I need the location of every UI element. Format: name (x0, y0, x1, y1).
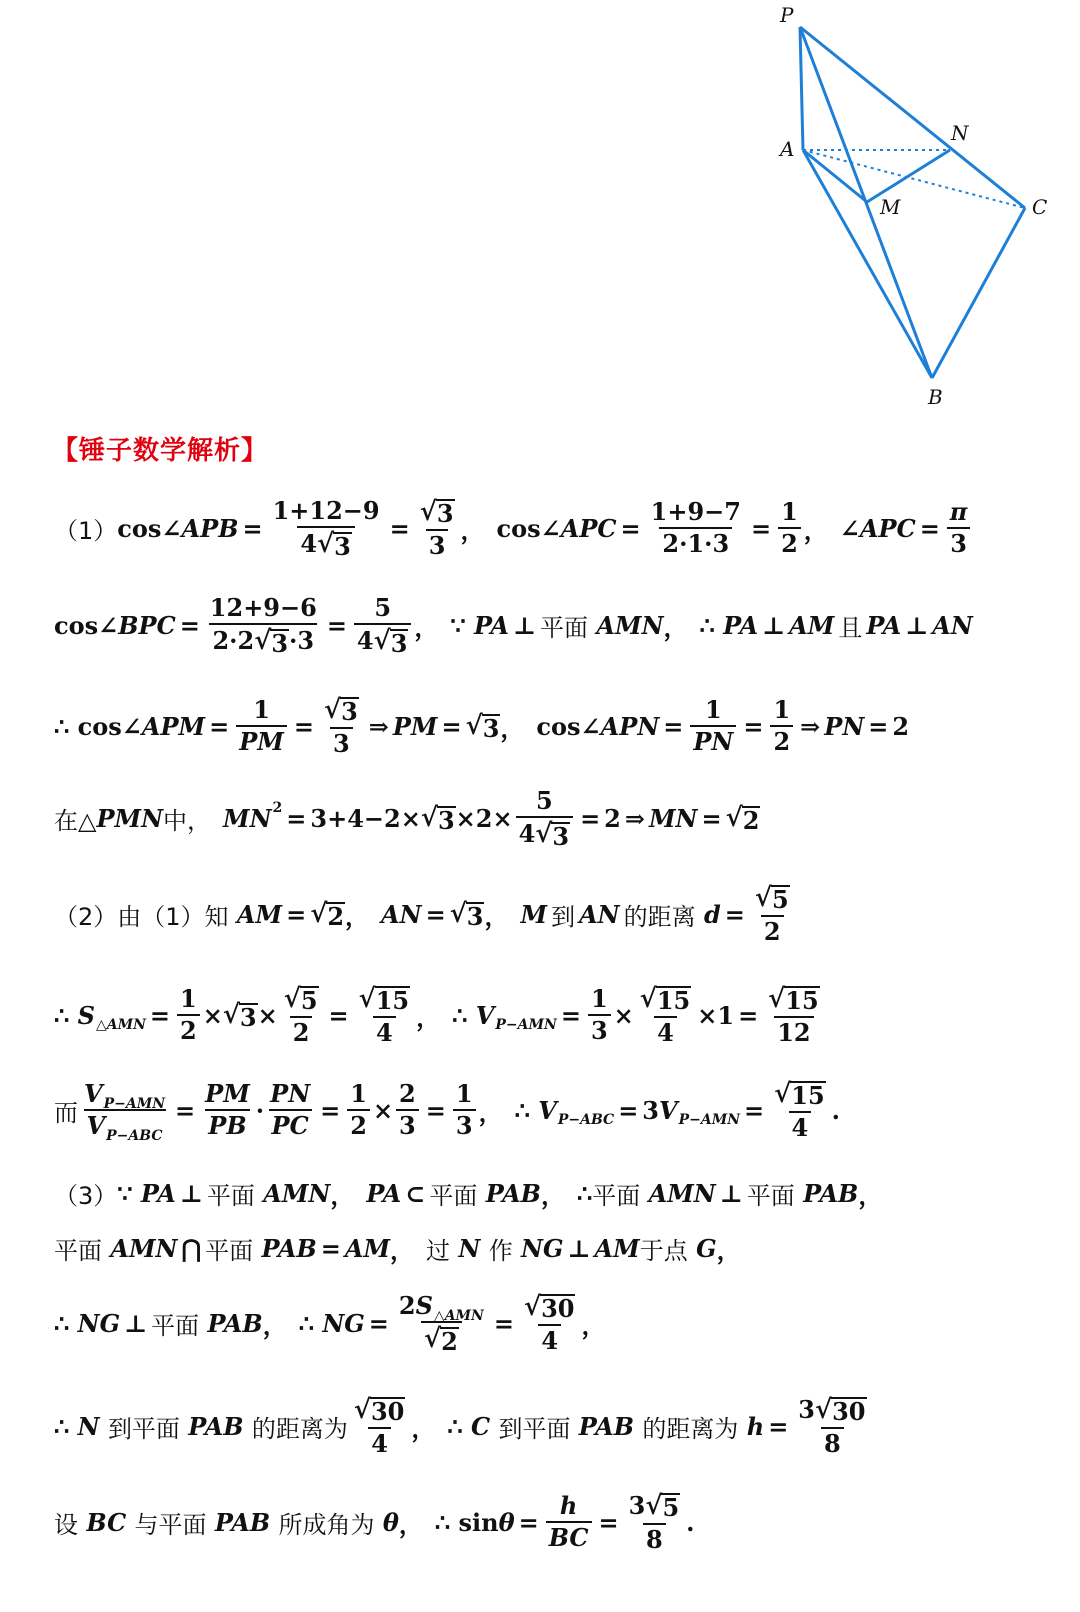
section-heading: 【锤子数学解析】 (52, 436, 269, 466)
label-P: P (780, 3, 794, 27)
solution-line-8: （3） ∵ PA ⊥ 平面 AMN ， PA ⊂ 平面 PAB ， ∴ 平面 AMN ⊥ 平面 PAB ， (54, 1176, 882, 1211)
solution-line-4: 在△ PMN 中， MN 2 = 3+4−2× √ 3 ×2× 5 4 √ 3 = 2 ⇒ MN = √ 2 (54, 786, 760, 851)
edge-PA (800, 27, 803, 150)
solution-line-9: 平面 AMN ⋂ 平面 PAB = AM ， 过 N 作 NG ⊥ AM 于点 G ， (54, 1234, 741, 1265)
solution-line-3: ∴ cos∠ APM = $\frac{1}{PM}$ = √ 3 3 ⇒ PM = √ 3 ， cos∠ APN = $\frac{1}{PN}$ = $\frac{1}{2}$ ⇒ PN = 2 (54, 695, 910, 758)
part-3-label: （3） (54, 1182, 118, 1210)
label-A: A (780, 137, 795, 161)
edge-AB (803, 150, 932, 378)
solution-line-10: ∴ NG ⊥ 平面 PAB ， ∴ NG = $2S_{\triangle AMN}$ √ 2 = √ 30 4 ， (54, 1291, 606, 1356)
solution-line-7: 而 $\frac{V_{P-AMN}}{V_{P-ABC}}$ = $\frac{PM}{PB}$ · $\frac{PN}{PC}$ = $\frac{1}{2}$ × $\frac{2}{3}$ = $\frac{1}{3}$ ， ∴ V P−ABC = 3 V P−AMN = √ 15 4 . (54, 1079, 841, 1145)
edge-AC (803, 150, 1025, 208)
edge-CB (932, 208, 1025, 378)
label-M: M (880, 195, 901, 219)
label-C: C (1032, 195, 1048, 219)
pyramid-figure (760, 0, 1080, 420)
solution-line-11: ∴ N 到平面 PAB 的距离为 √ 30 4 ， ∴ C 到平面 PAB 的距离为 h = 3 √ 30 8 (54, 1395, 866, 1458)
solution-line-12: 设 BC 与平面 PAB 所成角为 θ ， ∴ sin θ = $\frac{h}{BC}$ = 3 √ 5 8 . (54, 1491, 695, 1554)
solution-line-2: cos∠ BPC = 12+9−6 2·2 √ 3 ·3 = 5 4 √ 3 ， ∵ PA ⊥ 平面 AMN ， ∴ PA ⊥ AM 且 PA ⊥ AN (54, 593, 973, 658)
part-2-label: （2） (54, 902, 118, 931)
solution-line-6: ∴ S △AMN = $\frac{1}{2}$ × √ 3 × √ 5 2 = √ 15 4 ， ∴ V P−AMN = $\frac{1}{3}$ × √ 15 4 ×1 = √ 15 12 (54, 984, 819, 1047)
part-1-label: （1） (54, 516, 118, 545)
solution-line-1: （1） cos∠ APB = 1+12−9 4 √ 3 = √ 3 3 ， cos∠ APC = $\frac{1+9-7}{2\cdot 1\cdot 3}$ = $\frac{1}{2}$ ， ∠ APC = $\frac{\pi}{3}$ (54, 498, 973, 559)
label-N: N (951, 121, 969, 145)
label-B: B (928, 385, 943, 409)
solution-line-5: （2） 由（1）知 AM = √ 2 ， AN = √ 3 ， M 到 AN 的距离 d = √ 5 2 (54, 883, 789, 946)
